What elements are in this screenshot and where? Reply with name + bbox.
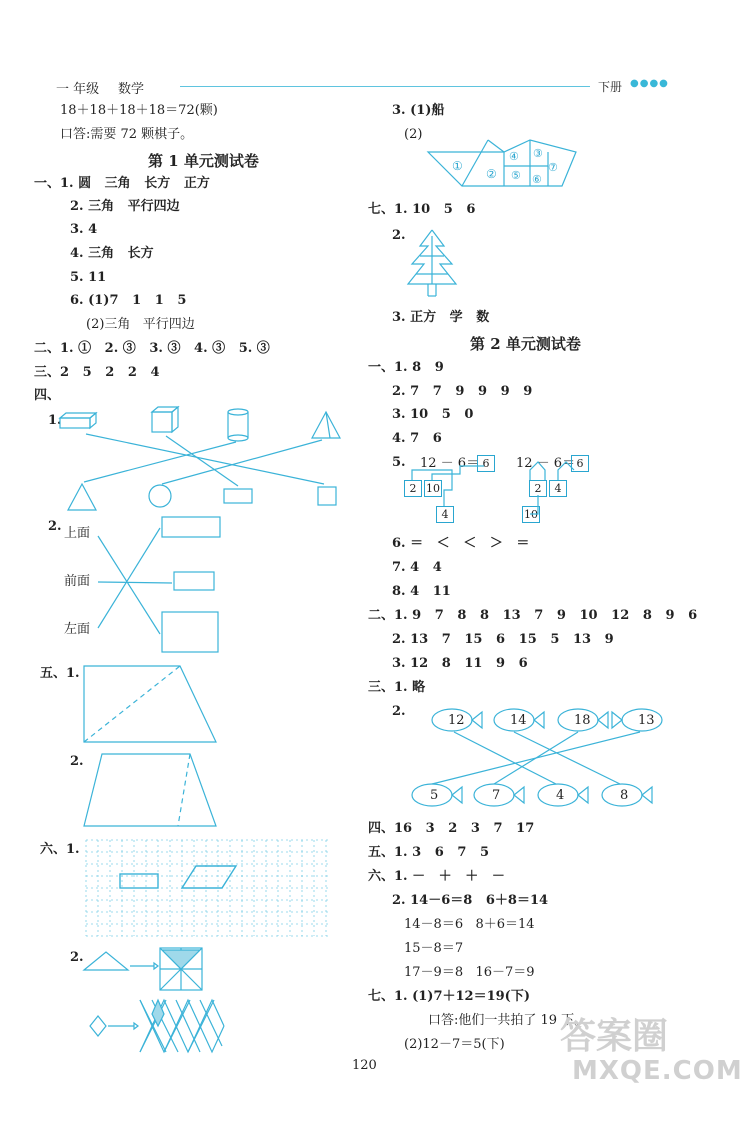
answer-line: 6. ＝ ＜ ＜ ＞ ＝	[392, 536, 530, 551]
answer-line: 2. 7 7 9 9 9 9	[392, 384, 533, 399]
equation-a: 12 － 6＝	[420, 456, 480, 471]
watermark-url: MXQE.COM	[572, 1056, 743, 1086]
tangram-label: ⑦	[548, 161, 558, 174]
answer-line: (2)三角 平行四边	[86, 317, 195, 332]
answer-line: 3. 正方 学 数	[392, 310, 490, 325]
answer-line: 5.	[392, 455, 406, 470]
answer-line: 2. 14－6＝8 6＋8＝14	[392, 893, 549, 908]
answer-line: 四、16 3 2 3 7 17	[368, 821, 535, 836]
answer-line: 一、1. 8 9	[368, 360, 444, 375]
subject-label: 数学	[118, 82, 145, 97]
fish-number: 4	[556, 788, 565, 803]
view-label-left: 左面	[64, 622, 91, 637]
unit2-title: 第 2 单元测试卷	[470, 335, 581, 353]
answer-line: 17－9＝8 16－7＝9	[404, 965, 535, 980]
tangram-label: ⑤	[511, 169, 521, 182]
answer-line: 3. 12 8 11 9 6	[392, 656, 528, 671]
fish-number: 14	[510, 713, 527, 728]
fish-number: 12	[448, 713, 465, 728]
view-label-front: 前面	[64, 574, 91, 589]
solids-matching-figure	[60, 407, 340, 510]
fish-number: 7	[492, 788, 501, 803]
answer-line: (2)12－7＝5(下)	[404, 1037, 505, 1052]
tangram-label: ②	[486, 167, 497, 181]
answer-line: 7. 4 4	[392, 560, 442, 575]
tangram-label: ①	[452, 159, 463, 173]
trapezoid-figure-2	[84, 754, 216, 826]
answer-line: 一、1. 圆 三角 长方 正方	[34, 176, 210, 191]
answer-line: 3. 10 5 0	[392, 407, 474, 422]
answer-line: 15－8＝7	[404, 941, 464, 956]
answer-line: 14－8＝6 8＋6＝14	[404, 917, 535, 932]
answer-line: 三、1. 略	[368, 680, 426, 695]
text-line: 18＋18＋18＋18＝72(颗)	[60, 103, 218, 118]
answer-line: 4. 三角 长方	[70, 246, 154, 261]
tangram-label: ⑥	[532, 173, 542, 186]
fish-number: 8	[620, 788, 629, 803]
answer-line: 2. 13 7 15 6 15 5 13 9	[392, 632, 614, 647]
view-label-top: 上面	[64, 526, 91, 541]
answer-line: 五、1.	[40, 666, 80, 681]
number-bond-lines	[412, 462, 574, 514]
fish-number: 5	[430, 788, 439, 803]
grid-shapes	[120, 866, 236, 888]
answer-line: 六、1. － ＋ ＋ －	[368, 869, 505, 884]
equation-b: 12 － 6＝	[516, 456, 576, 471]
answer-line: 2. 三角 平行四边	[70, 199, 180, 214]
trapezoid-figure-1	[84, 666, 216, 742]
answer-line: 口答:他们一共拍了 19 下。	[428, 1013, 588, 1028]
tangram-label: ④	[509, 150, 519, 163]
answer-line: 3. (1)船	[392, 103, 445, 118]
number-box: 2	[404, 480, 422, 497]
fish-figures	[412, 709, 662, 806]
answer-line: 六、1.	[40, 842, 80, 857]
answer-line: 2.	[392, 228, 406, 243]
answer-line: 二、1. 9 7 8 8 13 7 9 10 12 8 9 6	[368, 608, 698, 623]
unit1-title: 第 1 单元测试卷	[148, 152, 259, 170]
answer-line: (2)	[404, 127, 423, 142]
answer-line: 2.	[48, 519, 62, 534]
grade-label: 一 年级	[56, 82, 100, 97]
answer-line: 1.	[48, 413, 62, 428]
answer-line: 七、1. 10 5 6	[368, 202, 476, 217]
number-box: 4	[549, 480, 567, 497]
answer-line: 五、1. 3 6 7 5	[368, 845, 490, 860]
answer-line: 七、1. (1)7＋12＝19(下)	[368, 989, 530, 1004]
answer-line: 4. 7 6	[392, 431, 442, 446]
text-line: 口答:需要 72 颗棋子。	[60, 127, 194, 142]
number-box: 10	[426, 482, 440, 495]
answer-line: 2.	[70, 950, 84, 965]
views-matching-figure	[98, 517, 220, 652]
tiling-figure	[84, 948, 224, 1052]
answer-line: 8. 4 11	[392, 584, 451, 599]
number-box: 6	[477, 455, 495, 472]
number-box: 4	[436, 506, 454, 523]
fish-number: 13	[638, 713, 655, 728]
answer-line: 二、1. ① 2. ③ 3. ③ 4. ③ 5. ③	[34, 341, 270, 356]
watermark-logo: 答案圈	[560, 1016, 669, 1057]
page-number: 120	[352, 1058, 377, 1073]
number-box: 2	[529, 480, 547, 497]
number-box: 10	[524, 508, 538, 521]
answer-line: 5. 11	[70, 270, 107, 285]
christmas-tree	[408, 230, 456, 296]
answer-line: 三、2 5 2 2 4	[34, 365, 160, 380]
volume-label: 下册	[598, 80, 623, 94]
answer-line: 2.	[70, 754, 84, 769]
answer-line: 2.	[392, 704, 406, 719]
tangram-label: ③	[533, 147, 543, 160]
number-box: 6	[571, 455, 589, 472]
answer-line: 3. 4	[70, 222, 98, 237]
brand-mark: ●●●●	[630, 78, 669, 89]
answer-line: 6. (1)7 1 1 5	[70, 293, 187, 308]
answer-line: 四、	[34, 388, 61, 403]
fish-number: 18	[574, 713, 591, 728]
